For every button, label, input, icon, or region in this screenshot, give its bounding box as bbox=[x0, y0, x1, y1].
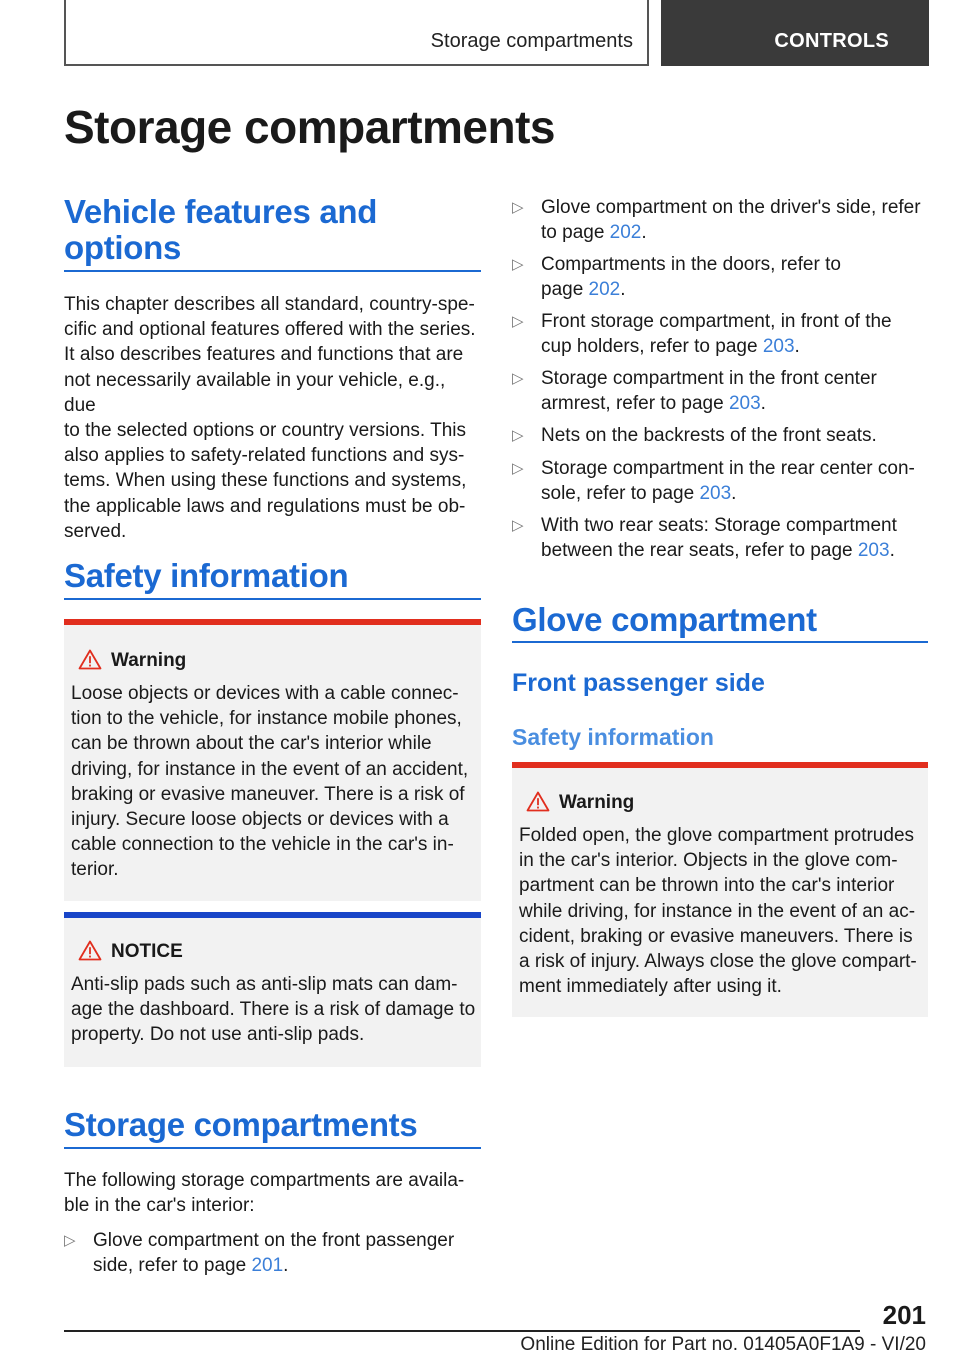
warning-text: Folded open, the glove compartment protrudes in the car's interior. Objects in the glove com- partment can be thrown into the car's interior while driving, for instance in the event of an ac- cident, braking or evasive maneuvers. There is a risk of injury. Always close the glove compart- ment immediately after using it. bbox=[519, 825, 917, 998]
storage-compartments-heading: Storage compartments bbox=[64, 1106, 418, 1143]
header-chapter-title: CONTROLS bbox=[774, 30, 889, 52]
warning-box bbox=[64, 619, 481, 901]
page-link[interactable]: 202 bbox=[588, 279, 621, 300]
page-link[interactable]: 203 bbox=[728, 393, 761, 414]
heading-rule bbox=[64, 598, 481, 600]
page-number: 201 bbox=[882, 1300, 926, 1330]
triangle-bullet-icon: ▷ bbox=[512, 199, 524, 216]
warning-triangle-icon bbox=[78, 940, 102, 961]
notice-bar bbox=[64, 912, 481, 918]
footer-edition: Online Edition for Part no. 01405A0F1A9 - VI/20 bbox=[520, 1334, 926, 1355]
notice-text: Anti-slip pads such as anti-slip mats can dam- age the dashboard. There is a risk of damage to property. Do not use anti-slip pads. bbox=[71, 974, 476, 1046]
triangle-bullet-icon: ▷ bbox=[512, 460, 524, 477]
triangle-bullet-icon: ▷ bbox=[512, 517, 524, 534]
triangle-bullet-icon: ▷ bbox=[512, 427, 524, 444]
triangle-bullet-icon: ▷ bbox=[512, 313, 524, 330]
warning-bar bbox=[64, 619, 481, 625]
notice-box bbox=[64, 912, 481, 1067]
heading-rule bbox=[512, 641, 928, 643]
notice-title: NOTICE bbox=[111, 941, 183, 962]
warning-triangle-icon bbox=[526, 791, 550, 812]
heading-rule bbox=[64, 270, 481, 272]
header-section-title: Storage compartments bbox=[430, 30, 633, 52]
storage-intro-paragraph: The following storage compartments are availa- ble in the car's interior: bbox=[64, 1170, 465, 1217]
warning-title: Warning bbox=[559, 792, 635, 813]
page-link[interactable]: 203 bbox=[699, 483, 732, 504]
warning-title: Warning bbox=[111, 650, 187, 671]
header-chapter-tab bbox=[661, 0, 929, 66]
front-passenger-side-heading: Front passenger side bbox=[512, 669, 765, 697]
page-link[interactable]: 202 bbox=[609, 222, 642, 243]
triangle-bullet-icon: ▷ bbox=[64, 1232, 76, 1249]
safety-information-heading: Safety information bbox=[64, 557, 349, 594]
warning-text: Loose objects or devices with a cable connec- tion to the vehicle, for instance mobile phones, can be thrown about the car's interior while driving, for instance in the event of an accident, braking or evasive maneuver. There is a risk of injury. Secure loose objects or devices with a cable connection to the vehicle in the car's in- terior. bbox=[71, 683, 469, 881]
triangle-bullet-icon: ▷ bbox=[512, 256, 524, 273]
header-section-tab bbox=[64, 0, 649, 66]
safety-information-subheading: Safety information bbox=[512, 724, 714, 750]
heading-rule bbox=[64, 1147, 481, 1149]
glove-compartment-heading: Glove compartment bbox=[512, 601, 817, 638]
triangle-bullet-icon: ▷ bbox=[512, 370, 524, 387]
warning-box bbox=[512, 762, 928, 1017]
page-title: Storage compartments bbox=[64, 101, 556, 153]
page-link[interactable]: 201 bbox=[251, 1255, 284, 1276]
page-link[interactable]: 203 bbox=[857, 540, 890, 561]
page-link[interactable]: 203 bbox=[762, 336, 795, 357]
vehicle-features-heading: Vehicle features and options bbox=[64, 193, 378, 266]
warning-bar bbox=[512, 762, 928, 768]
vehicle-features-paragraph: This chapter describes all standard, country-spe- cific and optional features offered with the series. It also describes features and functions that are not necessarily available in your vehicle, e.g., due to the selected options or country versions. This also applies to safety-related functions and sys- tems. When using these functions and systems, the applicable laws and regulations must be ob- served. bbox=[64, 294, 476, 542]
warning-triangle-icon bbox=[78, 649, 102, 670]
footer-rule bbox=[64, 1330, 860, 1332]
